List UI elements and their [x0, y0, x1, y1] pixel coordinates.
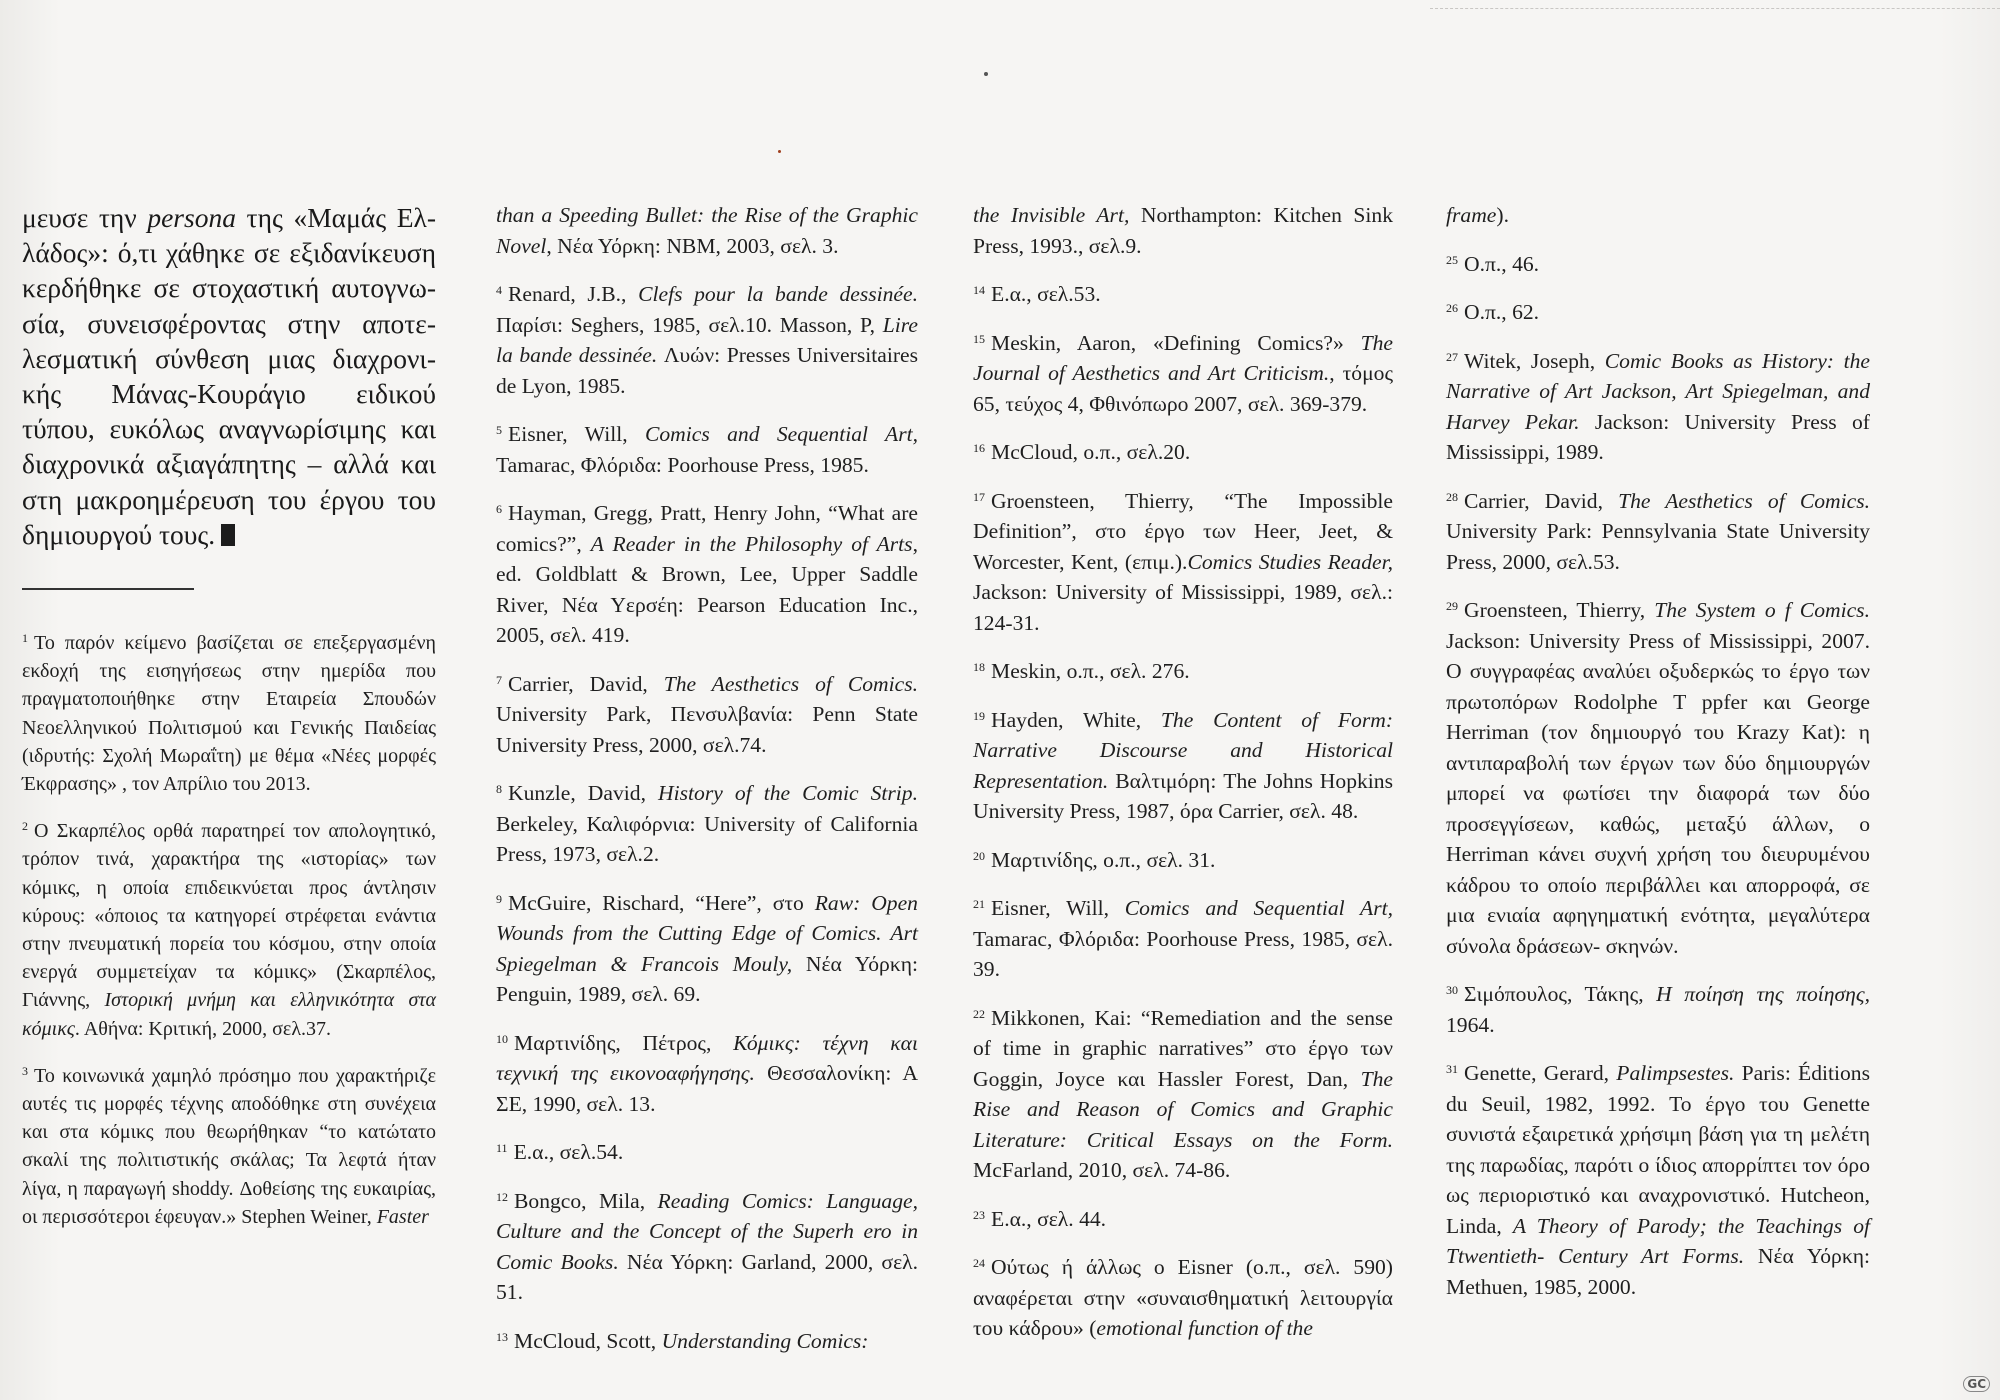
footnote-16 [973, 433, 1393, 468]
corner-logo: GC [1963, 1376, 1990, 1392]
footnote-text: Λυών: Presses Universitaires de Lyon, 1985. [496, 343, 918, 398]
footnote-31 [1446, 1054, 1870, 1302]
italic-title: than a Speeding Bullet: the Rise of the Graphic Novel [496, 203, 918, 258]
main-text-line [22, 235, 436, 270]
footnote-26 [1446, 293, 1870, 328]
footnote-text: Ο Σκαρπέλος ορθά παρατηρεί τον απολογητικό, τρόπον τινά, χαρακτήρα της «ιστορίας» των κόμικς, η οποία επιδεικνύεται προς άντλησιν κύρους: «όποιος τα κατηγορεί στρέφεται ενάντια στην πνευματική πορεία του κόσμου, στην οποία ενεργά συμμετείχαν τα κόμικς» (Σκαρπέλος, Γιάννης, [22, 820, 436, 1012]
main-text-line [22, 446, 436, 481]
footnote-text: McFarland, 2010, σελ. 74-86. [973, 1158, 1231, 1182]
italic-title: The Aesthetics of Comics. [1618, 488, 1871, 513]
footnote-text: Ε.α., σελ.54. [513, 1140, 624, 1164]
footnote-21 [973, 889, 1393, 985]
main-text-line [22, 517, 436, 552]
footnote-number: 27 [1446, 349, 1458, 364]
footnote-text: Jackson: University Press of Mississippi, 1989. [1446, 409, 1870, 464]
italic-title: The Content of Form: Narrative Discourse and Historical Representation. [973, 707, 1394, 793]
footnote-text: 1964. [1446, 1012, 1495, 1037]
footnote-number: 1 [22, 631, 28, 646]
footnote-text: Ο.π., 62. [1464, 300, 1540, 324]
footnotes-col4 [1446, 245, 1870, 1303]
column-3 [973, 200, 1393, 1358]
footnote-text: Νέα Υόρκη: Methuen, 1985, 2000. [1446, 1244, 1870, 1299]
column-2 [496, 200, 918, 1370]
footnote-continuation [1446, 200, 1870, 231]
footnote-number: 3 [22, 1063, 28, 1078]
footnote-number: 14 [973, 283, 985, 297]
footnote-number: 31 [1446, 1062, 1458, 1076]
footnote-12 [496, 1182, 918, 1308]
footnote-number: 8 [496, 782, 502, 796]
footnote-text: Jackson: University Press of Mississippi, 2007. Ο συγγραφέας αναλύει οξυδερκώς το έργο των πρωτοπόρων Rodolphe T ppfer και George Herriman (τον δημιουργό του Krazy Kat): η αντιπαραβολή των έργων των δύο δημιουργών μπορεί να φωτίσει την διαφορά των δύο προσεγγίσεων, καθώς, μεταξύ άλλων, ο Herriman κάνει συχνή χρήση του διευρυμένου κάδρου το οποίο περιβάλλει και απορροφά, σε μια ενιαία αφηγηματική ενότητα, μεγαλύτερα σύνολα δράσεων- σκηνών. [1446, 628, 1870, 958]
column-1 [22, 200, 436, 1245]
footnote-text: Groensteen, Thierry, “The Impossible Definition”, στο έργο των Heer, Jeet, & Worcester, Kent, (επιμ.). [973, 488, 1393, 574]
footnote-text: Genette, Gerard, [1464, 1061, 1617, 1085]
footnote-10 [496, 1024, 918, 1120]
footnote-number: 23 [973, 1207, 985, 1222]
footnote-text: Ο.π., 46. [1464, 251, 1540, 276]
italic-title: The System o f Comics. [1654, 598, 1870, 622]
main-text-segment: στη μακροημέρευση του έργου του [22, 483, 436, 515]
footnote-13 [496, 1322, 918, 1357]
footnote-text: Meskin, ο.π., σελ. 276. [991, 659, 1190, 683]
footnote-text: Hayden, White, [991, 707, 1161, 732]
footnote-text: Ούτως ή άλλως ο Eisner (ο.π., σελ. 590) αναφέρεται στην «συναισθηματική λειτουργία του κάδρου» ( [973, 1255, 1393, 1340]
main-text-segment: λάδος»: ό,τι χάθηκε σε εξιδανίκευση [22, 237, 436, 269]
footnote-6 [496, 494, 918, 651]
main-text-segment: της «Μαμάς Ελ- [235, 202, 436, 233]
footnote-text: Mikkonen, Kai: “Remediation and the sense of time in graphic narratives” στο έργο των Goggin, Joyce και Hassler Forest, Dan, [973, 1005, 1393, 1091]
footnote-number: 4 [496, 283, 502, 297]
footnote-text: Witek, Joseph, [1464, 348, 1605, 373]
footnote-text: McGuire, Rischard, “Here”, στο [508, 890, 815, 915]
footnote-number: 19 [973, 708, 985, 723]
italic-title: Η ποίηση της ποίησης, [1656, 982, 1871, 1006]
italic-title: Faster [376, 1205, 429, 1228]
footnote-text: McCloud, ο.π., σελ.20. [991, 440, 1191, 464]
footnotes-col2 [496, 275, 918, 1356]
italic-title: The Journal of Aesthetics and Art Criticism. [973, 330, 1393, 385]
footnote-7 [496, 665, 918, 761]
end-mark [221, 524, 235, 546]
column-4 [1446, 200, 1870, 1316]
footnote-text: University Park: Pennsylvania State University Press, 2000, σελ.53. [1446, 519, 1870, 574]
italic-title: emotional function of the [1096, 1316, 1313, 1340]
footnote-22 [973, 999, 1393, 1186]
main-text-segment: μευσε την [22, 202, 148, 233]
footnote-text: McCloud, Scott, [514, 1328, 662, 1353]
footnote-text: Kunzle, David, [508, 781, 659, 805]
footnote-2 [22, 812, 436, 1043]
italic-title: History of the Comic Strip. [658, 781, 918, 805]
main-text-line [22, 270, 436, 305]
italic-title: Ιστορική μνήμη και ελληνικότητα στα κόμικς [22, 989, 436, 1040]
footnote-1 [22, 624, 436, 798]
footnote-continuation [496, 200, 918, 261]
footnote-number: 24 [973, 1256, 985, 1270]
footnote-text: Σιμόπουλος, Τάκης, [1464, 982, 1657, 1006]
footnote-text: Groensteen, Thierry, [1464, 598, 1655, 622]
footnote-text: Meskin, Aaron, «Defining Comics?» [991, 330, 1361, 355]
footnote-text: ). [1496, 203, 1509, 227]
footnote-24 [973, 1248, 1393, 1344]
main-text-line [22, 200, 436, 235]
footnote-27 [1446, 342, 1870, 468]
footnote-number: 5 [496, 423, 502, 437]
footnote-11 [496, 1133, 918, 1168]
italic-title: A Reader in the Philosophy of Arts [590, 531, 913, 556]
footnote-text: , τόμος 65, τεύχος 4, Φθινόπωρο 2007, σελ. 369-379. [973, 361, 1393, 416]
footnote-number: 12 [496, 1189, 508, 1204]
main-text-segment: διαχρονικά αξιαγάπητης – αλλά και [22, 448, 436, 480]
footnote-text: Θεσσαλονίκη: Α ΣΕ, 1990, σελ. 13. [496, 1061, 918, 1116]
footnote-text: Paris: Éditions du Seuil, 1982, 1992. Το έργο του Genette συνιστά εξαιρετικά χρήσιμη βάση για τη μελέτη της παρωδίας, παρότι ο ίδιος απορρίπτει τον όρο ως περιοριστικό και αναχρονιστικό. Hutcheon, Linda, [1446, 1061, 1870, 1238]
italic-title: Comic Books as History: the Narrative of Art Jackson, Art Spiegelman, and Harvey Pekar. [1446, 348, 1870, 434]
scan-edge-line [1430, 8, 2000, 9]
footnote-29 [1446, 591, 1870, 961]
main-text-segment: λεσματική σύνθεση μιας διαχρονι- [22, 342, 436, 374]
main-text-line [22, 376, 436, 411]
footnote-18 [973, 652, 1393, 687]
footnote-19 [973, 701, 1393, 827]
footnote-text: Bongco, Mila, [514, 1188, 658, 1213]
footnote-23 [973, 1200, 1393, 1235]
footnote-number: 18 [973, 660, 985, 674]
main-text-line [22, 411, 436, 446]
footnote-number: 22 [973, 1006, 985, 1021]
main-text-segment: κής Μάνας-Κουράγιο ειδικού [22, 378, 436, 410]
footnote-30 [1446, 975, 1870, 1040]
main-text-line [22, 482, 436, 517]
main-text-line [22, 341, 436, 376]
footnote-text: Northampton: Kitchen Sink Press, 1993., σελ.9. [973, 203, 1393, 258]
footnote-text: Tamarac, Φλόριδα: Poorhouse Press, 1985. [496, 452, 869, 477]
footnote-text: University Park, Πενσυλβανία: Penn State University Press, 2000, σελ.74. [496, 702, 918, 757]
main-text-segment: τύπου, ευκόλως αναγνωρίσιμης και [22, 413, 436, 445]
italic-title: Κόμικς: τέχνη και τεχνική της εικονοαφήγησης. [496, 1030, 918, 1085]
footnote-text: Hayman, Gregg, Pratt, Henry John, “What are comics?”, [496, 501, 918, 556]
footnote-text: Jackson: University of Mississippi, 1989, σελ.: 124-31. [973, 580, 1393, 635]
footnote-number: 25 [1446, 252, 1458, 267]
footnote-number: 15 [973, 331, 985, 346]
footnote-number: 16 [973, 441, 985, 455]
footnote-number: 9 [496, 891, 502, 906]
footnote-text: Eisner, Will, [508, 422, 645, 446]
italic-title: The Aesthetics of Comics. [663, 671, 918, 696]
italic-title: Comics Studies Reader, [1187, 549, 1393, 574]
italic-title: Understanding Comics: [661, 1328, 869, 1353]
italic-title: Palimpsestes. [1616, 1061, 1735, 1085]
scan-speck [778, 150, 781, 153]
footnote-text: Ε.α., σελ. 44. [991, 1206, 1107, 1231]
footnote-text: Το παρόν κείμενο βασίζεται σε επεξεργασμένη εκδοχή της εισηγήσεως στην ημερίδα που πραγματοποιήθηκε στην Εταιρεία Σπουδών Νεοελληνικού Πολιτισμού και Γενικής Παιδείας (ιδρυτής: Σχολή Μωραΐτη) με θέμα «Νέες μορφές Έκφρασης» , τον Απρίλιο του 2013. [22, 632, 436, 796]
footnote-text: Μαρτινίδης, Πέτρος, [514, 1030, 734, 1055]
italic-title: Clefs pour la bande dessinée. [638, 282, 918, 306]
footnote-number: 29 [1446, 599, 1458, 613]
main-text-segment: κερδήθηκε σε στοχαστική αυτογνω- [22, 272, 436, 304]
footnote-text: Ε.α., σελ.53. [991, 282, 1101, 306]
footnote-8 [496, 774, 918, 870]
footnote-text: Carrier, David, [508, 671, 664, 696]
footnote-text: . Αθήνα: Κριτική, 2000, σελ.37. [74, 1017, 332, 1040]
footnote-text: Eisner, Will, [991, 896, 1125, 920]
scan-speck [984, 72, 988, 76]
footnote-text: , Νέα Υόρκη: NBM, 2003, σελ. 3. [546, 233, 839, 258]
footnote-text: Παρίσι: Seghers, 1985, σελ.10. Masson, P, [496, 312, 883, 337]
footnote-number: 20 [973, 848, 985, 863]
footnote-number: 2 [22, 819, 28, 834]
footnote-number: 21 [973, 897, 985, 911]
footnote-15 [973, 324, 1393, 420]
italic-title: the Invisible Art, [973, 203, 1130, 227]
footnote-number: 10 [496, 1031, 508, 1046]
footnote-number: 28 [1446, 489, 1458, 504]
footnote-text: Μαρτινίδης, ο.π., σελ. 31. [991, 847, 1216, 872]
footnote-number: 7 [496, 672, 502, 687]
footnote-14 [973, 275, 1393, 310]
italic-title: frame [1446, 203, 1497, 227]
footnote-25 [1446, 245, 1870, 280]
footnote-9 [496, 884, 918, 1010]
footnote-text: Νέα Υόρκη: Garland, 2000, σελ. 51. [496, 1249, 918, 1304]
footnote-number: 11 [496, 1141, 508, 1155]
footnote-4 [496, 275, 918, 401]
footnotes-col3 [973, 275, 1393, 1344]
main-text-segment: δημιουργού τους. [22, 518, 216, 550]
main-text [22, 200, 436, 552]
italic-title: The Rise and Reason of Comics and Graphic Literature: Critical Essays on the Form. [973, 1066, 1393, 1152]
main-text-segment: persona [147, 202, 236, 233]
footnote-text: Carrier, David, [1464, 488, 1619, 513]
italic-title: Comics and Sequential Art, [1124, 896, 1393, 920]
footnote-number: 6 [496, 502, 502, 516]
footnotes-col1 [22, 624, 436, 1231]
footnote-17 [973, 482, 1393, 639]
italic-title: A Theory of Parody; the Teachings of Ttwentieth- Century Art Forms. [1446, 1213, 1870, 1268]
footnote-number: 13 [496, 1329, 508, 1344]
footnote-text: , ed. Goldblatt & Brown, Lee, Upper Saddle River, Νέα Υερσέη: Pearson Education Inc., 2005, σελ. 419. [496, 531, 918, 647]
main-text-segment: σία, συνεισφέροντας στην αποτε- [22, 307, 436, 339]
footnote-5 [496, 415, 918, 480]
footnote-3 [22, 1057, 436, 1231]
footnote-text: Το κοινωνικά χαμηλό πρόσημο που χαρακτήριζε αυτές τις μορφές τέχνης αποδόθηκε στη συνέχεια και στα κόμικς που θεωρήθηκαν “το κατώτατο σκαλί της πολιτιστικής σκάλας; Τα λεφτά ήταν λίγα, η παραγωγή shoddy. Δοθείσης της ευκαιρίας, οι περισσότεροι έφευγαν.» Stephen Weiner, [22, 1064, 436, 1228]
footnote-text: Βαλτιμόρη: The Johns Hopkins University Press, 1987, όρα Carrier, σελ. 48. [973, 768, 1393, 823]
footnote-number: 17 [973, 489, 985, 504]
footnote-number: 26 [1446, 301, 1458, 315]
footnote-continuation [973, 200, 1393, 261]
main-text-line [22, 306, 436, 341]
italic-title: Reading Comics: Language, Culture and the Concept of the Superh ero in Comic Books. [496, 1188, 918, 1274]
footnote-20 [973, 841, 1393, 876]
footnote-number: 30 [1446, 983, 1458, 997]
italic-title: Comics and Sequential Art, [644, 422, 918, 446]
italic-title: Raw: Open Wounds from the Cutting Edge of Comics. Art Spiegelman & Francois Mouly, [496, 890, 918, 976]
footnote-text: Renard, J.B., [508, 282, 639, 306]
footnote-text: Νέα Υόρκη: Penguin, 1989, σελ. 69. [496, 951, 918, 1006]
footnote-28 [1446, 482, 1870, 578]
italic-title: Lire la bande dessinée. [496, 312, 918, 367]
footnote-text: Berkeley, Καλιφόρνια: University of California Press, 1973, σελ.2. [496, 811, 918, 866]
footnote-text: Tamarac, Φλόριδα: Poorhouse Press, 1985, σελ. 39. [973, 926, 1393, 981]
footnote-separator [22, 588, 194, 590]
